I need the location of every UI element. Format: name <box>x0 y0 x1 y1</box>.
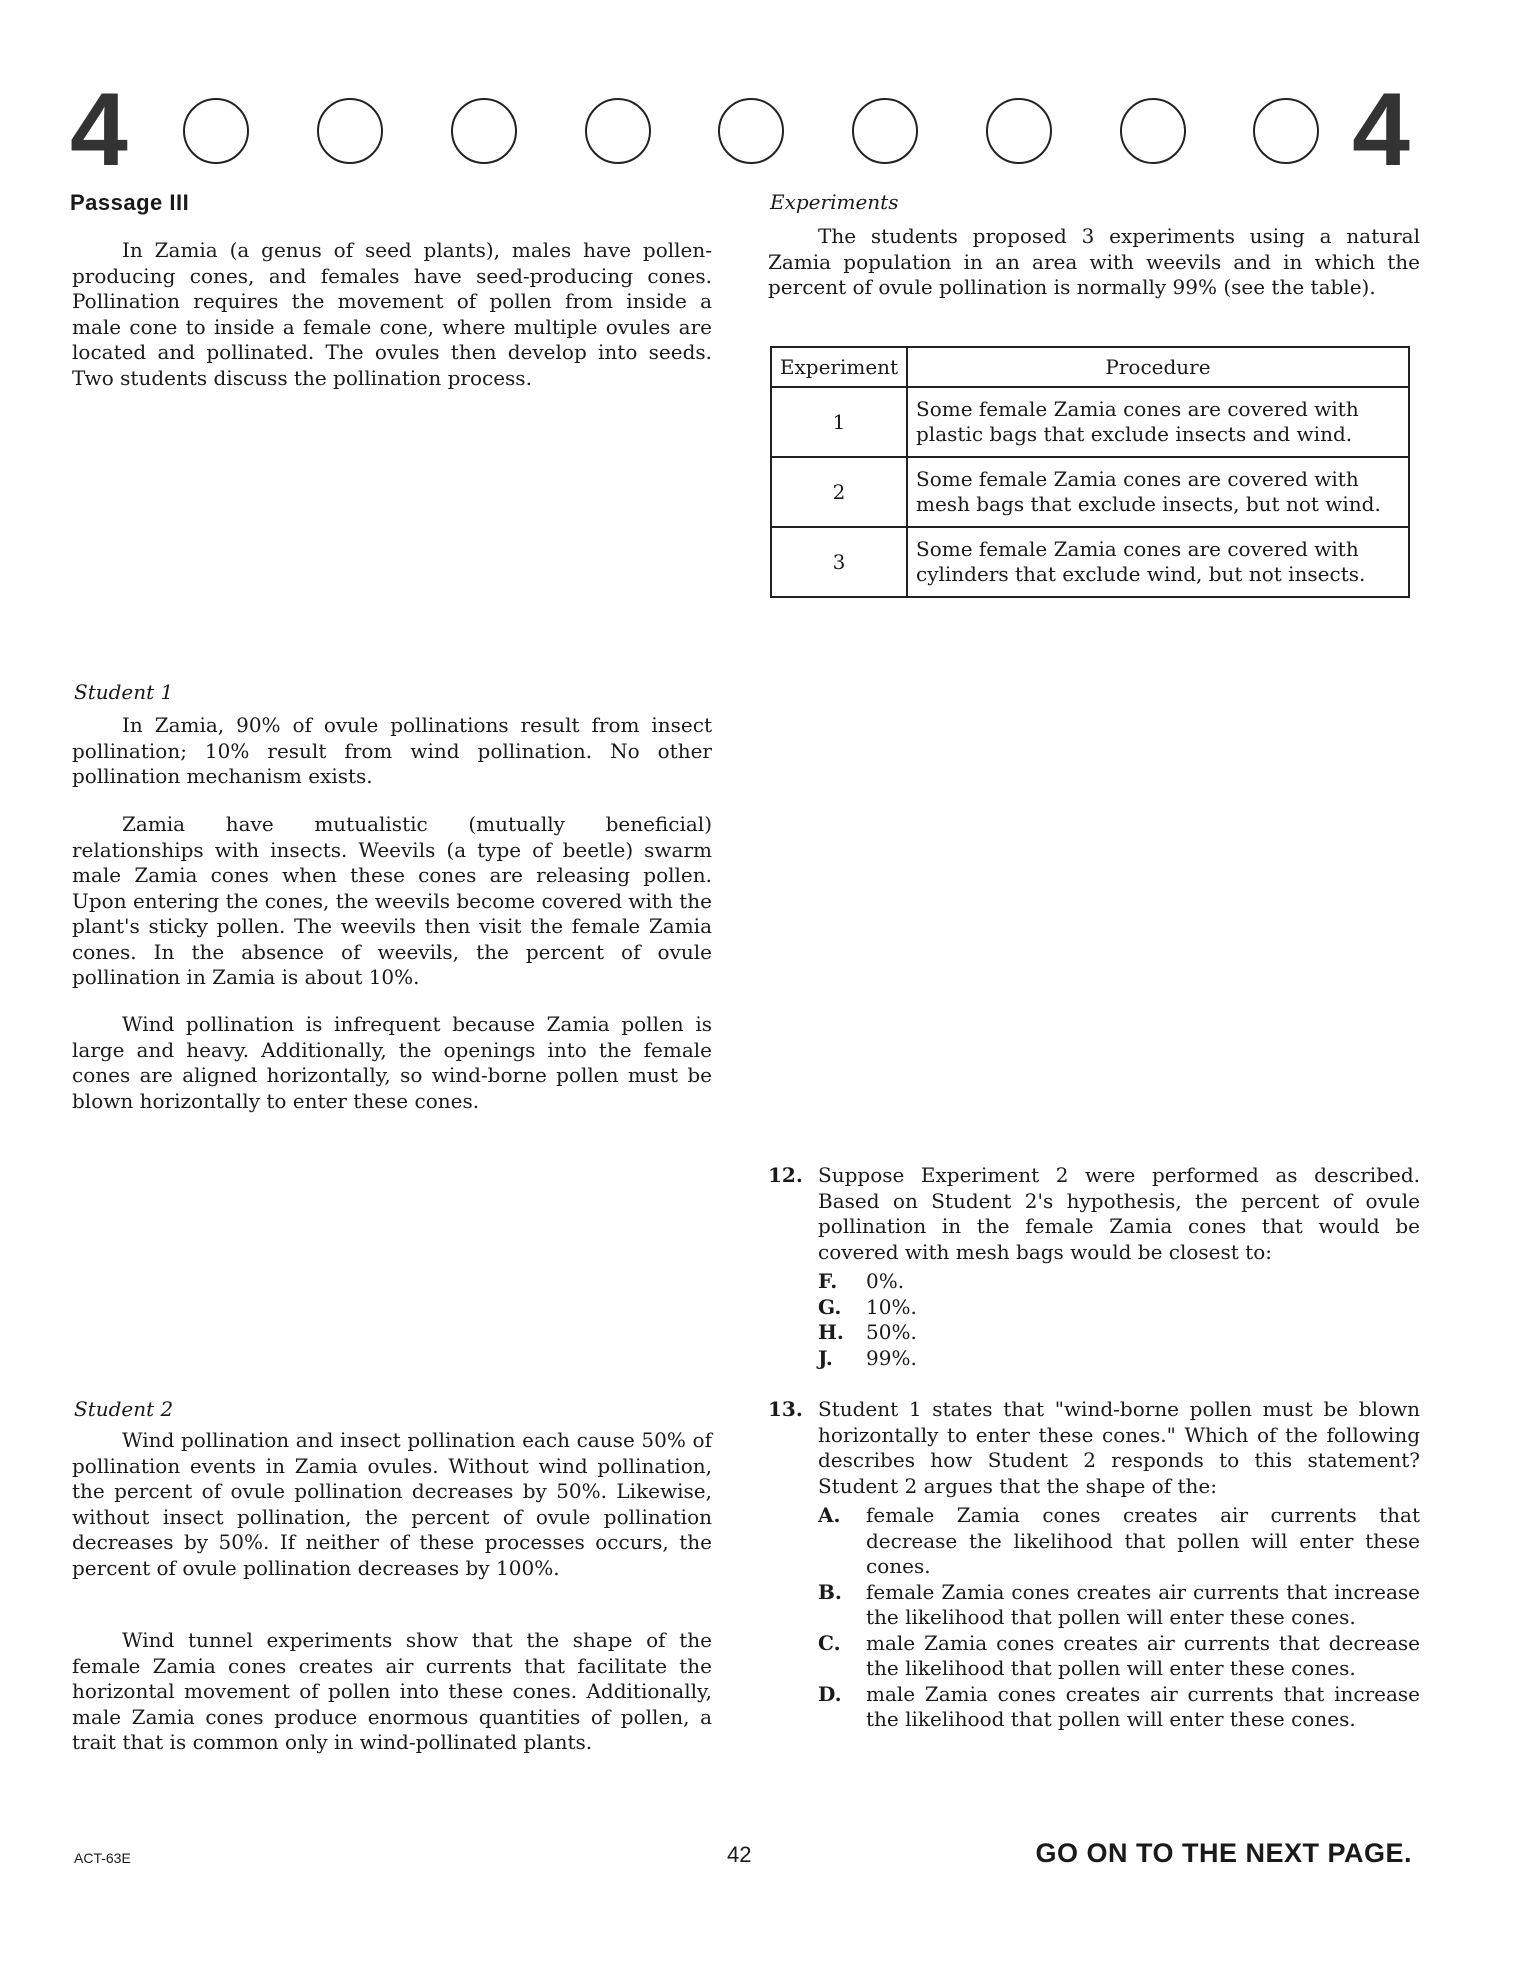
option-text: female Zamia cones creates air currents that decrease the likelihood that pollen will enter these cones. <box>866 1503 1420 1578</box>
option-letter: B. <box>818 1579 842 1604</box>
answer-bubble <box>1253 98 1319 164</box>
answer-option-j[interactable] <box>818 1346 1420 1372</box>
table-row <box>771 387 1409 457</box>
continue-notice: GO ON TO THE NEXT PAGE. <box>1035 1838 1412 1868</box>
answer-bubble <box>585 98 651 164</box>
student2-heading: Student 2 <box>74 1397 174 1421</box>
answer-option-g[interactable] <box>818 1295 1420 1321</box>
student1-paragraph-3 <box>72 1012 712 1114</box>
table-header-row <box>771 347 1409 387</box>
experiment-number: 1 <box>771 387 907 457</box>
experiment-procedure: Some female Zamia cones are covered with cylinders that exclude wind, but not insects. <box>907 527 1409 597</box>
passage-intro-text: In Zamia (a genus of seed plants), males have pollen-producing cones, and females have seed-producing cones. Pollination requires the movement of pollen from inside a male cone to inside a female cone, where multiple ovules are located and pollinated. The ovules then develop into seeds. Two students discuss the pollination process. <box>72 238 712 390</box>
option-text: 99%. <box>866 1345 917 1370</box>
experiment-procedure: Some female Zamia cones are covered with mesh bags that exclude insects, but not wind. <box>907 457 1409 527</box>
passage-label: Passage III <box>70 190 190 215</box>
option-text: 10%. <box>866 1294 917 1319</box>
option-text: female Zamia cones creates air currents that increase the likelihood that pollen will enter these cones. <box>866 1579 1420 1629</box>
question-stem: Suppose Experiment 2 were performed as described. Based on Student 2's hypothesis, the percent of ovule pollination in the female Zamia cones that would be covered with mesh bags would be closest to: <box>818 1163 1420 1264</box>
student1-p1-text: In Zamia, 90% of ovule pollinations result from insect pollination; 10% result from wind pollination. No other pollination mechanism exists. <box>72 713 712 788</box>
section-number-right: 4 <box>1352 72 1410 188</box>
option-text: male Zamia cones creates air currents that decrease the likelihood that pollen will enter these cones. <box>866 1630 1420 1680</box>
option-text: 50%. <box>866 1320 917 1344</box>
procedure-table <box>770 346 1410 598</box>
question-12 <box>768 1163 1420 1371</box>
answer-option-b[interactable] <box>818 1580 1420 1631</box>
answer-options <box>818 1269 1420 1371</box>
option-letter: J. <box>818 1345 833 1370</box>
question-number: 13. <box>768 1397 803 1421</box>
answer-option-c[interactable] <box>818 1631 1420 1682</box>
option-text: male Zamia cones creates air currents that increase the likelihood that pollen will enter these cones. <box>866 1681 1420 1731</box>
section-number-left: 4 <box>70 72 128 188</box>
answer-bubble <box>317 98 383 164</box>
option-letter: H. <box>818 1320 844 1344</box>
experiment-number: 3 <box>771 527 907 597</box>
table-header-procedure: Procedure <box>907 347 1409 387</box>
student1-p2-text: Zamia have mutualistic (mutually beneficial) relationships with insects. Weevils (a type of beetle) swarm male Zamia cones when these cones are releasing pollen. Upon entering the cones, the weevils become covered with the plant's sticky pollen. The weevils then visit the female Zamia cones. In the absence of weevils, the percent of ovule pollination in Zamia is about 10%. <box>72 812 712 989</box>
answer-options <box>818 1503 1420 1733</box>
experiments-heading: Experiments <box>770 190 899 214</box>
option-letter: G. <box>818 1294 842 1319</box>
page-number: 42 <box>727 1842 752 1867</box>
student1-paragraph-1 <box>72 713 712 790</box>
answer-bubble <box>183 98 249 164</box>
answer-option-h[interactable] <box>818 1320 1420 1346</box>
answer-bubble <box>451 98 517 164</box>
experiment-number: 2 <box>771 457 907 527</box>
table-row <box>771 527 1409 597</box>
answer-option-f[interactable] <box>818 1269 1420 1295</box>
student2-paragraph-2 <box>72 1628 712 1756</box>
question-stem: Student 1 states that "wind-borne pollen must be blown horizontally to enter these cones." Which of the following describes how Student 2 responds to this statement? Student 2 argues that the shape of the: <box>818 1397 1420 1498</box>
answer-option-d[interactable] <box>818 1682 1420 1733</box>
answer-option-a[interactable] <box>818 1503 1420 1580</box>
experiments-intro <box>768 224 1420 301</box>
table-header-experiment: Experiment <box>771 347 907 387</box>
passage-intro <box>72 238 712 391</box>
option-letter: F. <box>818 1269 838 1293</box>
answer-bubble <box>718 98 784 164</box>
answer-bubble <box>986 98 1052 164</box>
answer-bubble <box>1120 98 1186 164</box>
option-letter: D. <box>818 1681 842 1706</box>
student1-heading: Student 1 <box>74 680 174 704</box>
option-letter: A. <box>818 1503 841 1527</box>
test-code: ACT-63E <box>74 1850 131 1866</box>
answer-bubble <box>852 98 918 164</box>
table-row <box>771 457 1409 527</box>
student1-p3-text: Wind pollination is infrequent because Zamia pollen is large and heavy. Additionally, the openings into the female cones are aligned horizontally, so wind-borne pollen must be blown horizontally to enter these cones. <box>72 1012 712 1113</box>
experiment-procedure: Some female Zamia cones are covered with plastic bags that exclude insects and wind. <box>907 387 1409 457</box>
student1-paragraph-2 <box>72 812 712 991</box>
question-number: 12. <box>768 1163 803 1187</box>
section-header <box>70 72 1410 188</box>
experiments-intro-text: The students proposed 3 experiments using a natural Zamia population in an area with weevils and in which the percent of ovule pollination is normally 99% (see the table). <box>768 224 1420 299</box>
student2-p1-text: Wind pollination and insect pollination each cause 50% of pollination events in Zamia ovules. Without wind pollination, the percent of ovule pollination decreases by 50%. Likewise, without insect pollination, the percent of ovule pollination decreases by 50%. If neither of these processes occurs, the percent of ovule pollination decreases by 100%. <box>72 1428 712 1580</box>
student2-paragraph-1 <box>72 1428 712 1581</box>
student2-p2-text: Wind tunnel experiments show that the shape of the female Zamia cones creates air currents that facilitate the horizontal movement of pollen into these cones. Additionally, male Zamia cones produce enormous quantities of pollen, a trait that is common only in wind-pollinated plants. <box>72 1628 712 1754</box>
option-text: 0%. <box>866 1269 905 1293</box>
option-letter: C. <box>818 1630 841 1655</box>
question-13 <box>768 1397 1420 1733</box>
